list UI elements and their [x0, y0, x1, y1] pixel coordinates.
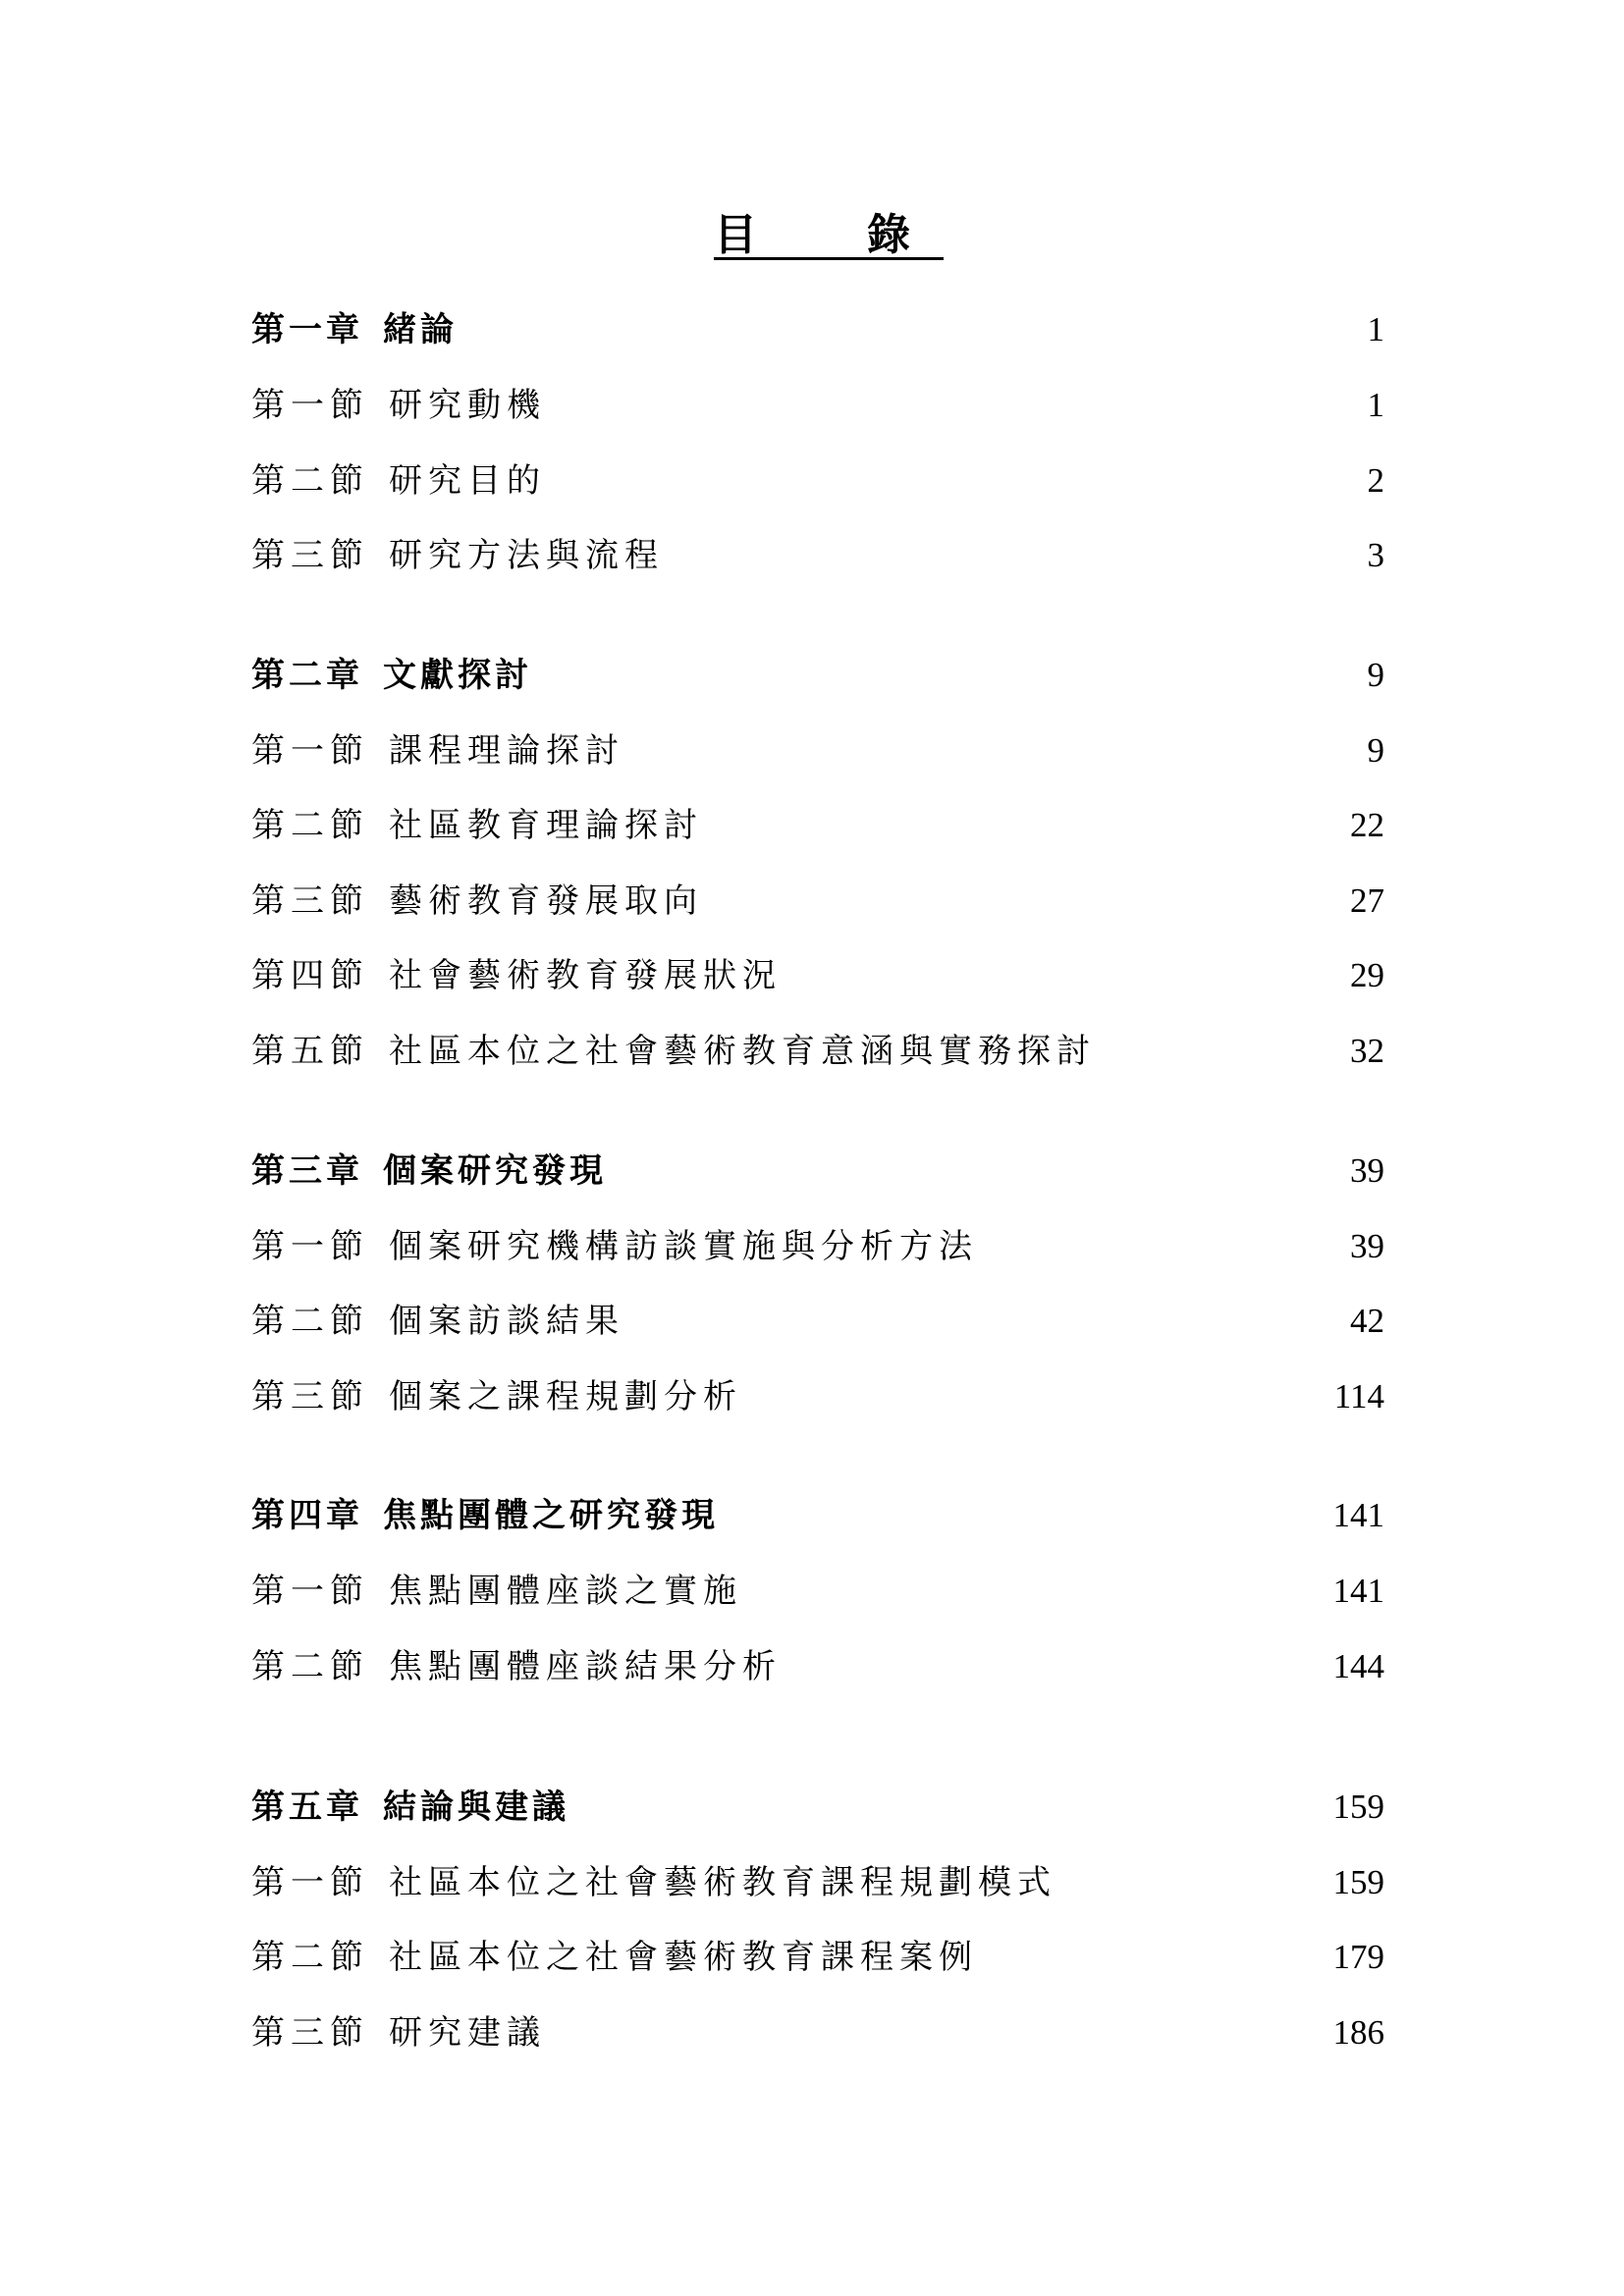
chapter-title: 緒論 [383, 310, 458, 349]
chapter-number: 第一章 [251, 310, 363, 349]
dot-leader [758, 1367, 1275, 1426]
section-heading [251, 796, 703, 855]
section-number: 第二節 [251, 1938, 369, 1977]
chapter-heading [251, 300, 458, 359]
section-title: 藝術教育發展取向 [389, 881, 703, 921]
dot-leader [994, 1928, 1333, 1987]
dot-leader [719, 796, 1335, 855]
dot-leader [562, 376, 1335, 435]
page-number: 22 [1350, 806, 1384, 844]
section-heading [251, 946, 782, 1005]
page-number: 1 [1367, 310, 1384, 348]
toc-section-1-1[interactable] [251, 376, 1384, 435]
section-heading [251, 2003, 546, 2062]
section-title: 研究動機 [389, 386, 546, 425]
section-number: 第一節 [251, 386, 369, 425]
section-title: 社區本位之社會藝術教育課程案例 [389, 1938, 978, 1977]
section-number: 第一節 [251, 1572, 369, 1611]
section-heading [251, 526, 664, 585]
page-number: 9 [1367, 731, 1384, 770]
dot-leader [548, 646, 1335, 705]
page-number: 159 [1332, 1788, 1384, 1826]
section-number: 第三節 [251, 881, 369, 921]
toc-chapter-3[interactable] [251, 1142, 1384, 1201]
dot-leader [994, 1217, 1335, 1276]
toc-section-2-1[interactable] [251, 721, 1384, 780]
section-number: 第一節 [251, 1863, 369, 1902]
toc-section-5-2[interactable] [251, 1928, 1384, 1987]
dot-leader [1111, 1022, 1335, 1081]
section-title: 個案訪談結果 [389, 1302, 624, 1341]
dot-leader [797, 946, 1335, 1005]
section-number: 第三節 [251, 1377, 369, 1416]
toc-chapter-1[interactable] [251, 300, 1384, 359]
section-number: 第二節 [251, 806, 369, 845]
page-number: 159 [1332, 1863, 1384, 1901]
page-number: 1 [1367, 386, 1384, 424]
section-title: 焦點團體座談結果分析 [389, 1647, 782, 1686]
toc-chapter-2[interactable] [251, 646, 1384, 705]
section-heading [251, 452, 546, 510]
section-title: 社會藝術教育發展狀況 [389, 956, 782, 995]
chapter-number: 第三章 [251, 1151, 363, 1191]
page-number: 32 [1350, 1032, 1384, 1070]
dot-leader [562, 2003, 1333, 2062]
toc-section-1-3[interactable] [251, 526, 1384, 585]
section-heading [251, 721, 624, 780]
section-heading [251, 1292, 624, 1351]
toc-section-4-1[interactable] [251, 1562, 1384, 1621]
page-number: 186 [1332, 2013, 1384, 2052]
section-heading [251, 1562, 742, 1621]
section-number: 第二節 [251, 461, 369, 501]
toc-section-2-3[interactable] [251, 872, 1384, 931]
dot-leader [679, 526, 1335, 585]
dot-leader [640, 1292, 1335, 1351]
dot-leader [640, 721, 1335, 780]
page-number: 9 [1367, 656, 1384, 694]
toc-section-2-4[interactable] [251, 946, 1384, 1005]
chapter-heading [251, 646, 532, 705]
dot-leader [562, 452, 1335, 510]
dot-leader [623, 1142, 1335, 1201]
toc-section-1-2[interactable] [251, 452, 1384, 510]
toc-section-4-2[interactable] [251, 1637, 1384, 1696]
toc-section-3-1[interactable] [251, 1217, 1384, 1276]
section-number: 第四節 [251, 956, 369, 995]
page-number: 141 [1332, 1496, 1384, 1534]
toc-section-3-2[interactable] [251, 1292, 1384, 1351]
section-number: 第三節 [251, 2013, 369, 2053]
page-number: 2 [1367, 461, 1384, 500]
toc-chapter-4[interactable] [251, 1486, 1384, 1545]
section-title: 社區本位之社會藝術教育課程規劃模式 [389, 1863, 1056, 1902]
dot-leader [719, 872, 1335, 931]
dot-leader [734, 1486, 1333, 1545]
section-number: 第二節 [251, 1647, 369, 1686]
chapter-title: 結論與建議 [383, 1788, 569, 1827]
section-title: 研究建議 [389, 2013, 546, 2053]
chapter-heading [251, 1778, 569, 1837]
section-heading [251, 1022, 1096, 1081]
section-title: 社區本位之社會藝術教育意涵與實務探討 [389, 1032, 1096, 1071]
page-number: 179 [1332, 1938, 1384, 1976]
section-heading [251, 1217, 978, 1276]
section-title: 焦點團體座談之實施 [389, 1572, 742, 1611]
chapter-title: 文獻探討 [383, 656, 532, 695]
section-title: 課程理論探討 [389, 731, 624, 771]
dot-leader [1072, 1853, 1333, 1912]
section-title: 個案之課程規劃分析 [389, 1377, 742, 1416]
section-heading [251, 1367, 742, 1426]
chapter-title: 焦點團體之研究發現 [383, 1496, 719, 1535]
chapter-number: 第二章 [251, 656, 363, 695]
section-number: 第二節 [251, 1302, 369, 1341]
page-number: 39 [1350, 1151, 1384, 1190]
chapter-number: 第四章 [251, 1496, 363, 1535]
page-number: 42 [1350, 1302, 1384, 1340]
toc-chapter-5[interactable] [251, 1778, 1384, 1837]
section-number: 第一節 [251, 731, 369, 771]
page-number: 29 [1350, 956, 1384, 994]
page-title: 目 錄 [714, 210, 944, 260]
chapter-number: 第五章 [251, 1788, 363, 1827]
page-number: 3 [1367, 536, 1384, 574]
toc-section-2-5[interactable] [251, 1022, 1384, 1081]
chapter-heading [251, 1486, 719, 1545]
section-heading [251, 1928, 978, 1987]
section-title: 社區教育理論探討 [389, 806, 703, 845]
section-title: 個案研究機構訪談實施與分析方法 [389, 1227, 978, 1266]
section-title: 研究方法與流程 [389, 536, 664, 575]
page-number: 144 [1332, 1647, 1384, 1685]
section-number: 第五節 [251, 1032, 369, 1071]
dot-leader [473, 300, 1335, 359]
dot-leader [585, 1778, 1333, 1837]
toc-section-5-1[interactable] [251, 1853, 1384, 1912]
section-number: 第三節 [251, 536, 369, 575]
toc-section-5-3[interactable] [251, 2003, 1384, 2062]
toc-section-2-2[interactable] [251, 796, 1384, 855]
page-number: 114 [1333, 1377, 1384, 1415]
section-heading [251, 1853, 1056, 1912]
dot-leader [797, 1637, 1333, 1696]
toc-section-3-3[interactable] [251, 1367, 1384, 1426]
section-heading [251, 1637, 782, 1696]
section-number: 第一節 [251, 1227, 369, 1266]
section-heading [251, 376, 546, 435]
chapter-title: 個案研究發現 [383, 1151, 607, 1191]
page-number: 27 [1350, 881, 1384, 920]
section-heading [251, 872, 703, 931]
dot-leader [758, 1562, 1333, 1621]
page-number: 141 [1332, 1572, 1384, 1610]
chapter-heading [251, 1142, 607, 1201]
page-number: 39 [1350, 1227, 1384, 1265]
section-title: 研究目的 [389, 461, 546, 501]
